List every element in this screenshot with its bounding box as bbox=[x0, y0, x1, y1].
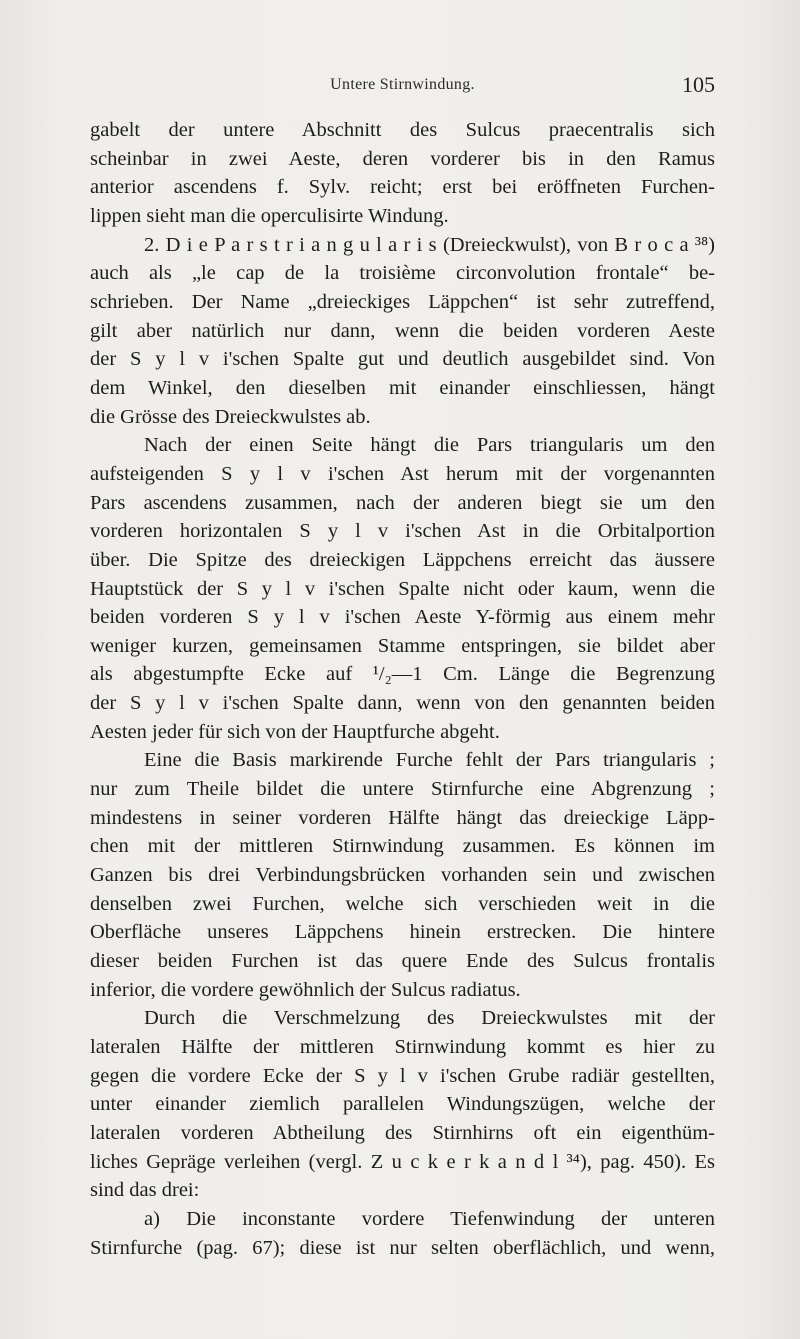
page-header bbox=[90, 72, 715, 108]
text-line: gilt aber natürlich nur dann, wenn die beiden vorderen Aeste bbox=[90, 319, 715, 342]
text-line: lippen sieht man die operculisirte Windung. bbox=[90, 204, 449, 227]
text-line: Durch die Verschmelzung des Dreieckwulstes mit der bbox=[144, 1007, 715, 1030]
text-line: scheinbar in zwei Aeste, deren vorderer bis in den Ramus bbox=[90, 147, 715, 170]
text-line: lateralen Hälfte der mittleren Stirnwindung kommt es hier zu bbox=[90, 1036, 715, 1058]
text-line: die Grösse des Dreieckwulstes ab. bbox=[90, 405, 371, 428]
text-line: anterior ascendens f. Sylv. reicht; erst bei eröffneten Furchen- bbox=[90, 176, 715, 199]
text-line: Nach der einen Seite hängt die Pars triangularis um den bbox=[144, 434, 715, 457]
text-line: unter einander ziemlich parallelen Windungszügen, welche der bbox=[90, 1093, 715, 1116]
text-line: dieser beiden Furchen ist das quere Ende des Sulcus frontalis bbox=[90, 950, 715, 973]
text-line: als abgestumpfte Ecke auf ¹/₂—1 Cm. Länge die Begrenzung bbox=[90, 663, 715, 686]
text-line: mindestens in seiner vorderen Hälfte hängt das dreieckige Läpp- bbox=[90, 806, 715, 829]
text-line: Aesten jeder für sich von der Hauptfurche abgeht. bbox=[90, 720, 500, 743]
text-line: der S y l v i'schen Spalte gut und deutlich ausgebildet sind. Von bbox=[90, 348, 715, 371]
text-line: schrieben. Der Name „dreieckiges Läppchen“ ist sehr zutreffend, bbox=[90, 290, 715, 313]
text-line: aufsteigenden S y l v i'schen Ast herum mit der vorgenannten bbox=[90, 462, 715, 485]
text-line: weniger kurzen, gemeinsamen Stamme entspringen, sie bildet aber bbox=[90, 634, 715, 657]
text-line: gabelt der untere Abschnitt des Sulcus praecentralis sich bbox=[90, 119, 715, 141]
text-line: a) Die inconstante vordere Tiefenwindung der unteren bbox=[144, 1207, 715, 1230]
text-line: liches Gepräge verleihen (vergl. Z u c k e r k a n d l ³⁴), pag. 450). Es bbox=[90, 1150, 715, 1173]
text-line: vorderen horizontalen S y l v i'schen Ast in die Orbitalportion bbox=[90, 520, 715, 543]
text-line: dem Winkel, den dieselben mit einander einschliessen, hängt bbox=[90, 376, 715, 399]
text-line: Oberfläche unseres Läppchens hinein erstrecken. Die hintere bbox=[90, 921, 715, 944]
text-line: gegen die vordere Ecke der S y l v i'schen Grube radiär gestellten, bbox=[90, 1064, 715, 1087]
text-line: Ganzen bis drei Verbindungsbrücken vorhanden sein und zwischen bbox=[90, 864, 715, 887]
text-line: der S y l v i'schen Spalte dann, wenn von den genannten beiden bbox=[90, 692, 715, 715]
body-text bbox=[90, 116, 715, 1262]
text-line: lateralen vorderen Abtheilung des Stirnhirns oft ein eigenthüm- bbox=[90, 1121, 715, 1144]
text-line: über. Die Spitze des dreieckigen Läppchens erreicht das äussere bbox=[90, 548, 715, 571]
text-line: sind das drei: bbox=[90, 1179, 200, 1202]
running-title: Untere Stirnwindung. bbox=[330, 76, 475, 93]
text-line: Pars ascendens zusammen, nach der anderen biegt sie um den bbox=[90, 491, 715, 514]
text-line: nur zum Theile bildet die untere Stirnfurche eine Abgrenzung ; bbox=[90, 778, 715, 801]
text-line: beiden vorderen S y l v i'schen Aeste Y-förmig aus einem mehr bbox=[90, 606, 715, 629]
text-line: denselben zwei Furchen, welche sich verschieden weit in die bbox=[90, 892, 715, 915]
text-line: Hauptstück der S y l v i'schen Spalte nicht oder kaum, wenn die bbox=[90, 577, 715, 600]
text-line: auch als „le cap de la troisième circonvolution frontale“ be- bbox=[90, 262, 715, 285]
page-number: 105 bbox=[682, 72, 715, 97]
text-line: Eine die Basis markirende Furche fehlt der Pars triangularis ; bbox=[144, 749, 715, 772]
text-line: inferior, die vordere gewöhnlich der Sulcus radiatus. bbox=[90, 978, 521, 1001]
text-line: Stirnfurche (pag. 67); diese ist nur selten oberflächlich, und wenn, bbox=[90, 1236, 715, 1259]
text-line: chen mit der mittleren Stirnwindung zusammen. Es können im bbox=[90, 835, 715, 858]
text-line: 2. D i e P a r s t r i a n g u l a r i s (Dreieckwulst), von B r o c a ³⁸) bbox=[144, 233, 715, 256]
